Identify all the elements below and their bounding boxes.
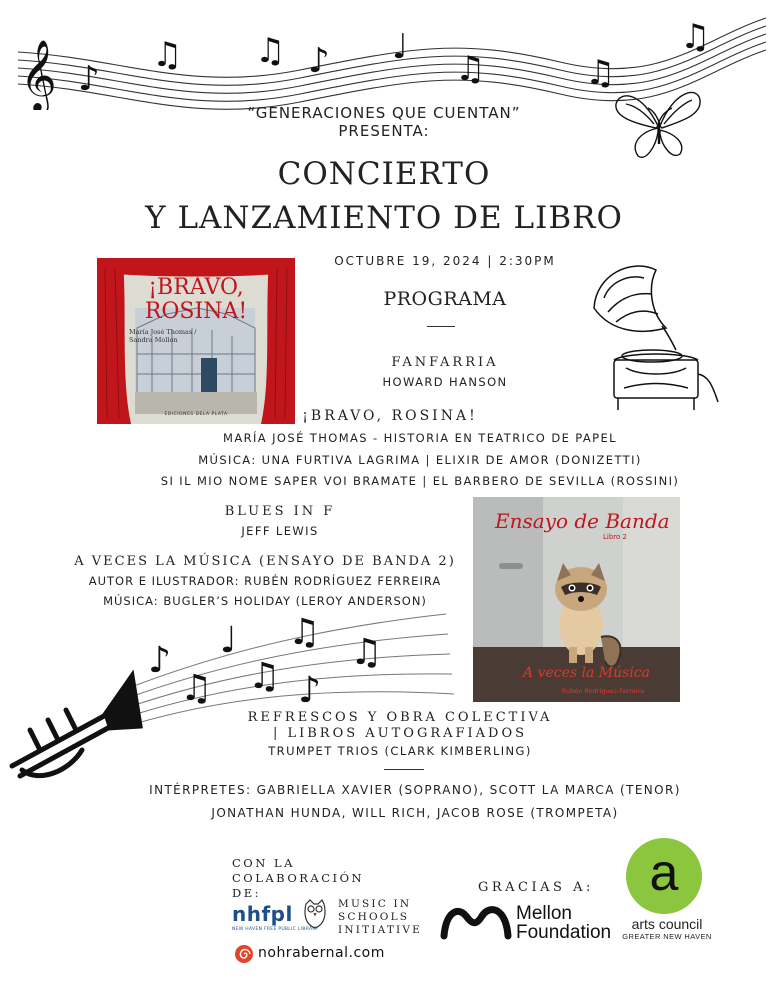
mellon-line-1: Mellon	[516, 903, 572, 924]
blues-author: JEFF LEWIS	[241, 524, 319, 538]
arts-line-2: GREATER NEW HAVEN	[622, 932, 712, 941]
arts-council-logo	[612, 916, 722, 941]
refrescos-title-1: REFRESCOS Y OBRA COLECTIVA	[247, 710, 553, 725]
collab-label	[232, 856, 364, 901]
ensayo-cover-author: Rubén Rodríguez-Ferreira	[561, 687, 645, 695]
nhfpl-logo-text: nhfpl	[232, 902, 293, 926]
ensayo-de-banda-cover	[473, 497, 680, 702]
mis-line-2: SCHOOLS	[338, 911, 410, 923]
thanks-label: GRACIAS A:	[478, 880, 594, 895]
gramophone-icon	[586, 256, 726, 416]
note-icon: ♩	[220, 620, 237, 661]
bravo-rosina-cover	[97, 258, 295, 424]
mis-line-1: MUSIC IN	[338, 898, 412, 910]
nhfpl-logo-subtitle: NEW HAVEN FREE PUBLIC LIBRARY	[232, 927, 319, 932]
note-icon: ♫	[455, 49, 486, 89]
ensayo-cover-subtitle: A veces la Música	[523, 665, 650, 681]
aveces-line-1: AUTOR E ILUSTRADOR: RUBÉN RODRÍGUEZ FERREIRA	[88, 574, 442, 588]
note-icon: ♫	[180, 668, 213, 709]
note-icon: ♪	[298, 670, 321, 711]
note-icon: ♩	[392, 27, 409, 67]
bravo-line-2: MÚSICA: UNA FURTIVA LAGRIMA | ELIXIR DE AMOR (DONIZETTI)	[198, 453, 642, 467]
presenter-line-1: “GENERACIONES QUE CUENTAN”	[247, 104, 521, 122]
fanfarria-author: HOWARD HANSON	[382, 375, 508, 389]
note-icon: ♫	[680, 17, 711, 57]
mellon-foundation-logo	[516, 904, 611, 942]
event-title-line-2: Y LANZAMIENTO DE LIBRO	[145, 200, 623, 236]
note-icon: ♫	[152, 35, 183, 75]
presenter-line-2: PRESENTA:	[338, 122, 430, 140]
ensayo-cover-volume: Libro 2	[603, 533, 627, 541]
refrescos-title-2: | LIBROS AUTOGRAFIADOS	[272, 726, 528, 741]
nohrabernal-spiral-icon	[234, 944, 254, 964]
owl-icon	[302, 898, 328, 930]
treble-clef-icon: 𝄞	[20, 38, 57, 110]
music-in-schools-logo	[338, 898, 422, 937]
note-icon: ♪	[148, 640, 171, 681]
bravo-cover-authors: María José Thomas / Sandra Mollon	[129, 328, 197, 344]
performers-line-2: JONATHAN HUNDA, WILL RICH, JACOB ROSE (TROMPETA)	[211, 806, 619, 820]
ensayo-cover-title: Ensayo de Banda	[495, 509, 670, 533]
blues-title: BLUES IN F	[224, 504, 336, 519]
performers-line-1: INTÉRPRETES: GABRIELLA XAVIER (SOPRANO), SCOTT LA MARCA (TENOR)	[149, 783, 681, 797]
collab-line-3: DE:	[232, 886, 261, 900]
note-icon: ♫	[585, 53, 616, 93]
divider	[384, 769, 424, 770]
mis-line-3: INITIATIVE	[338, 924, 423, 936]
collab-line-2: COLABORACIÓN	[232, 871, 365, 885]
event-date: OCTUBRE 19, 2024 | 2:30PM	[334, 254, 556, 268]
bravo-line-1: MARÍA JOSÉ THOMAS - HISTORIA EN TEATRICO DE PAPEL	[223, 431, 617, 445]
bravo-cover-title: ¡BRAVO, ROSINA!	[144, 275, 248, 324]
aveces-title: A VECES LA MÚSICA (ENSAYO DE BANDA 2)	[74, 554, 456, 569]
mellon-foundation-logo-icon	[440, 904, 512, 940]
fanfarria-title: FANFARRIA	[391, 355, 499, 370]
note-icon: ♫	[248, 656, 281, 697]
arts-line-1: arts council	[631, 916, 703, 932]
program-heading: PROGRAMA	[383, 288, 507, 310]
bravo-cover-publisher: EDICIONES DELA PLATA	[164, 412, 228, 417]
bravo-line-3: SI IL MIO NOME SAPER VOI BRAMATE | EL BARBERO DE SEVILLA (ROSSINI)	[160, 474, 680, 488]
aveces-line-2: MÚSICA: BUGLER’S HOLIDAY (LEROY ANDERSON)	[103, 594, 427, 608]
website-link[interactable]: nohrabernal.com	[258, 945, 385, 961]
note-icon: ♪	[78, 59, 100, 99]
note-icon: ♪	[308, 41, 330, 81]
note-icon: ♫	[350, 632, 383, 673]
note-icon: ♫	[255, 31, 286, 71]
refrescos-music: TRUMPET TRIOS (CLARK KIMBERLING)	[268, 744, 532, 758]
arts-council-a-icon: a	[649, 844, 679, 902]
bravo-title: ¡BRAVO, ROSINA!	[302, 408, 478, 424]
collab-line-1: CON LA	[232, 856, 295, 870]
divider	[427, 326, 455, 327]
event-title-line-1: CONCIERTO	[277, 156, 491, 192]
trumpet-icon	[12, 676, 140, 776]
note-icon: ♫	[288, 612, 321, 653]
mellon-line-2: Foundation	[516, 922, 612, 943]
